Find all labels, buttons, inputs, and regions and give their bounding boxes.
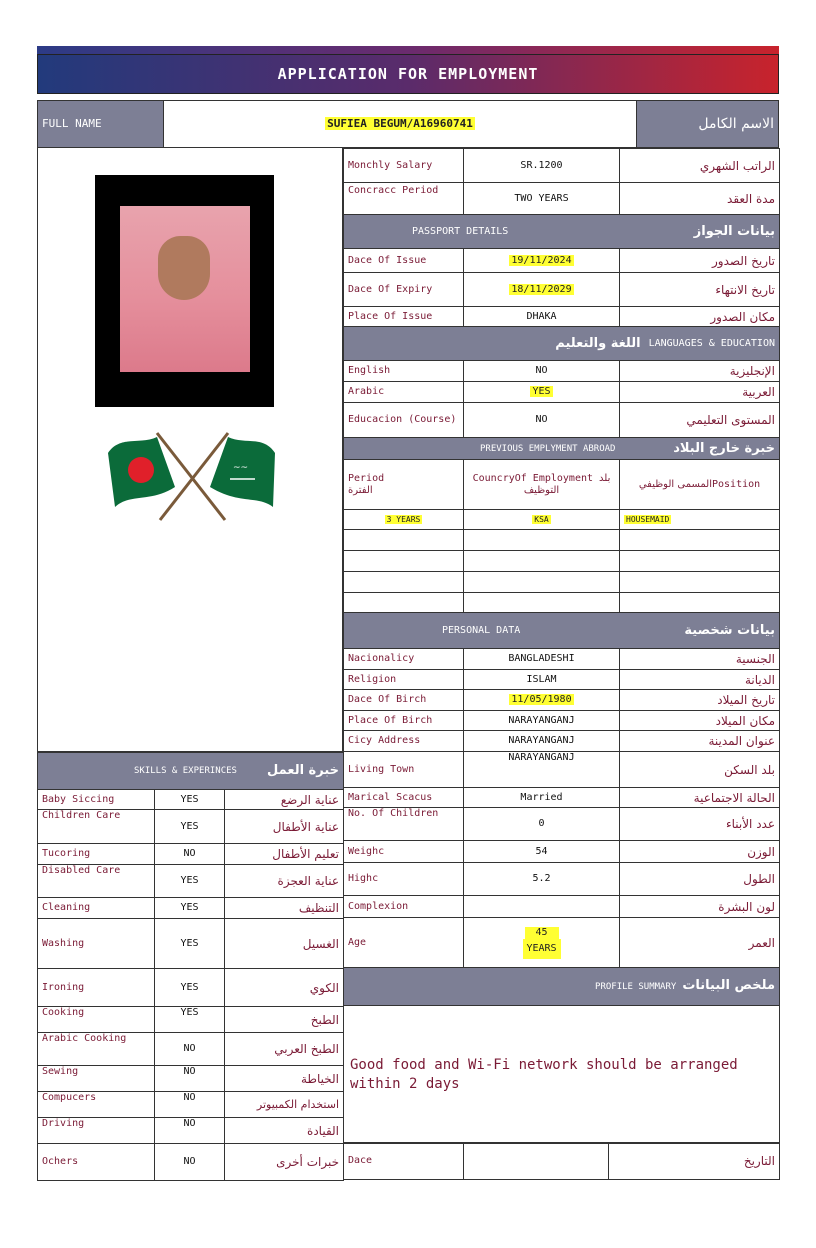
skill-value: YES — [155, 969, 225, 1007]
english-value: NO — [464, 361, 620, 382]
profile-summary-text: Good food and Wi-Fi network should be arranged within 2 days — [344, 1006, 780, 1144]
expiry-date-label-ar: تاريخ الانتهاء — [620, 273, 780, 307]
skill-label: Arabic Cooking — [38, 1033, 155, 1066]
skill-label: Cleaning — [38, 898, 155, 919]
skill-label-ar: استخدام الكمبيوتر — [225, 1092, 344, 1118]
previous-position-value: HOUSEMAID — [620, 510, 780, 530]
marital-status-value: Married — [464, 788, 620, 808]
weight-label-ar: الوزن — [620, 841, 780, 863]
birth-date-value: 11/05/1980 — [464, 690, 620, 711]
skill-label: Children Care — [38, 810, 155, 844]
languages-header: LANGUAGES & EDUCATION اللغة والتعليم — [344, 327, 780, 361]
age-label: Age — [344, 918, 464, 968]
place-of-issue-value: DHAKA — [464, 307, 620, 327]
skill-label: Washing — [38, 919, 155, 969]
marital-status-label-ar: الحالة الاجتماعية — [620, 788, 780, 808]
education-value: NO — [464, 403, 620, 438]
english-label-ar: الإنجليزية — [620, 361, 780, 382]
nationality-label-ar: الجنسية — [620, 649, 780, 670]
skill-label: Baby Siccing — [38, 790, 155, 810]
birth-place-value: NARAYANGANJ — [464, 711, 620, 731]
living-town-value: NARAYANGANJ — [464, 752, 620, 788]
skill-value: NO — [155, 1144, 225, 1181]
issue-date-label: Dace Of Issue — [344, 249, 464, 273]
arabic-label: Arabic — [344, 382, 464, 403]
date-label-ar: التاريخ — [609, 1143, 780, 1180]
contract-period-label-ar: مدة العقد — [620, 183, 780, 215]
skill-value: YES — [155, 865, 225, 898]
date-label: Dace — [344, 1143, 464, 1180]
period-col-header: Period الفترة — [344, 460, 464, 510]
children-label-ar: عدد الأبناء — [620, 808, 780, 841]
city-address-label-ar: عنوان المدينة — [620, 731, 780, 752]
place-of-issue-label: Place Of Issue — [344, 307, 464, 327]
details-table — [343, 148, 780, 1144]
skill-label: Disabled Care — [38, 865, 155, 898]
skill-value: YES — [155, 810, 225, 844]
nationality-value: BANGLADESHI — [464, 649, 620, 670]
svg-text:~~: ~~ — [233, 463, 249, 473]
skill-label: Ochers — [38, 1144, 155, 1181]
marital-status-label: Marical Scacus — [344, 788, 464, 808]
skills-header: SKILLS & EXPERINCES خبرة العمل — [38, 753, 344, 790]
city-address-value: NARAYANGANJ — [464, 731, 620, 752]
skill-label-ar: عناية الرضع — [225, 790, 344, 810]
full-name-label: FULL NAME — [38, 101, 164, 148]
height-label: Highc — [344, 863, 464, 896]
salary-label-ar: الراتب الشهري — [620, 149, 780, 183]
skill-label-ar: الطبخ العربي — [225, 1033, 344, 1066]
skill-label-ar: التنظيف — [225, 898, 344, 919]
salary-label: Monchly Salary — [344, 149, 464, 183]
expiry-date-value: 18/11/2029 — [464, 273, 620, 307]
living-town-label: Living Town — [344, 752, 464, 788]
complexion-value — [464, 896, 620, 918]
issue-date-value: 19/11/2024 — [464, 249, 620, 273]
age-value: 45 YEARS — [464, 918, 620, 968]
skill-value: YES — [155, 790, 225, 810]
passport-header: PASSPORT DETAILS بيانات الجواز — [344, 215, 780, 249]
skill-label-ar: القيادة — [225, 1118, 344, 1144]
birth-place-label-ar: مكان الميلاد — [620, 711, 780, 731]
skill-label-ar: الكوي — [225, 969, 344, 1007]
position-col-header: المسمى الوظيفيPosition — [620, 460, 780, 510]
birth-place-label: Place Of Birch — [344, 711, 464, 731]
skill-label: Cooking — [38, 1007, 155, 1033]
skill-value: YES — [155, 919, 225, 969]
salary-value: SR.1200 — [464, 149, 620, 183]
english-label: English — [344, 361, 464, 382]
skill-label-ar: خبرات أخرى — [225, 1144, 344, 1181]
religion-label: Religion — [344, 670, 464, 690]
skill-label: Ironing — [38, 969, 155, 1007]
skill-label-ar: الخياطة — [225, 1066, 344, 1092]
full-name-value: SUFIEA BEGUM/A16960741 — [164, 101, 637, 148]
issue-date-label-ar: تاريخ الصدور — [620, 249, 780, 273]
skill-label-ar: تعليم الأطفال — [225, 844, 344, 865]
complexion-label-ar: لون البشرة — [620, 896, 780, 918]
previous-period-value: 3 YEARS — [344, 510, 464, 530]
profile-summary-header: PROFILE SUMMARY ملخص البيانات — [344, 968, 780, 1006]
skill-value: NO — [155, 1118, 225, 1144]
living-town-label-ar: بلد السكن — [620, 752, 780, 788]
skill-value: YES — [155, 1007, 225, 1033]
contract-period-value: TWO YEARS — [464, 183, 620, 215]
children-value: 0 — [464, 808, 620, 841]
age-label-ar: العمر — [620, 918, 780, 968]
previous-country-value: KSA — [464, 510, 620, 530]
skill-label: Driving — [38, 1118, 155, 1144]
skill-value: NO — [155, 1066, 225, 1092]
education-label-ar: المستوى التعليمي — [620, 403, 780, 438]
skill-label-ar: عناية الأطفال — [225, 810, 344, 844]
arabic-value: YES — [464, 382, 620, 403]
skill-label: Tucoring — [38, 844, 155, 865]
skill-label-ar: الطبخ — [225, 1007, 344, 1033]
skill-label-ar: عناية العجزة — [225, 865, 344, 898]
skill-value: YES — [155, 898, 225, 919]
expiry-date-label: Dace Of Expiry — [344, 273, 464, 307]
city-address-label: Cicy Address — [344, 731, 464, 752]
arabic-label-ar: العربية — [620, 382, 780, 403]
full-name-row — [37, 100, 779, 148]
religion-label-ar: الديانة — [620, 670, 780, 690]
nationality-label: Nacionalicy — [344, 649, 464, 670]
children-label: No. Of Children — [344, 808, 464, 841]
date-row — [343, 1142, 780, 1180]
applicant-photo — [120, 206, 250, 372]
birth-date-label-ar: تاريخ الميلاد — [620, 690, 780, 711]
place-of-issue-label-ar: مكان الصدور — [620, 307, 780, 327]
education-label: Educacion (Course) — [344, 403, 464, 438]
skill-label-ar: الغسيل — [225, 919, 344, 969]
skill-value: NO — [155, 1033, 225, 1066]
complexion-label: Complexion — [344, 896, 464, 918]
skill-value: NO — [155, 844, 225, 865]
country-col-header: CouncryOf Employment بلد التوظيف — [464, 460, 620, 510]
skill-label: Sewing — [38, 1066, 155, 1092]
skill-label: Compucers — [38, 1092, 155, 1118]
skill-value: NO — [155, 1092, 225, 1118]
birth-date-label: Dace Of Birch — [344, 690, 464, 711]
full-name-label-ar: الاسم الكامل — [637, 101, 779, 148]
previous-employment-header: PREVIOUS EMPLYMENT ABROAD خبرة خارج البلاد — [344, 438, 780, 460]
religion-value: ISLAM — [464, 670, 620, 690]
height-label-ar: الطول — [620, 863, 780, 896]
weight-label: Weighc — [344, 841, 464, 863]
crossed-flags-image — [105, 425, 280, 525]
date-value[interactable] — [464, 1143, 609, 1180]
skills-table — [37, 752, 344, 1181]
height-value: 5.2 — [464, 863, 620, 896]
contract-period-label: Concracc Period — [344, 183, 464, 215]
personal-data-header: PERSONAL DATA بيانات شخصية — [344, 613, 780, 649]
title-accent-bar — [37, 46, 779, 54]
form-title: APPLICATION FOR EMPLOYMENT — [37, 54, 779, 94]
weight-value: 54 — [464, 841, 620, 863]
